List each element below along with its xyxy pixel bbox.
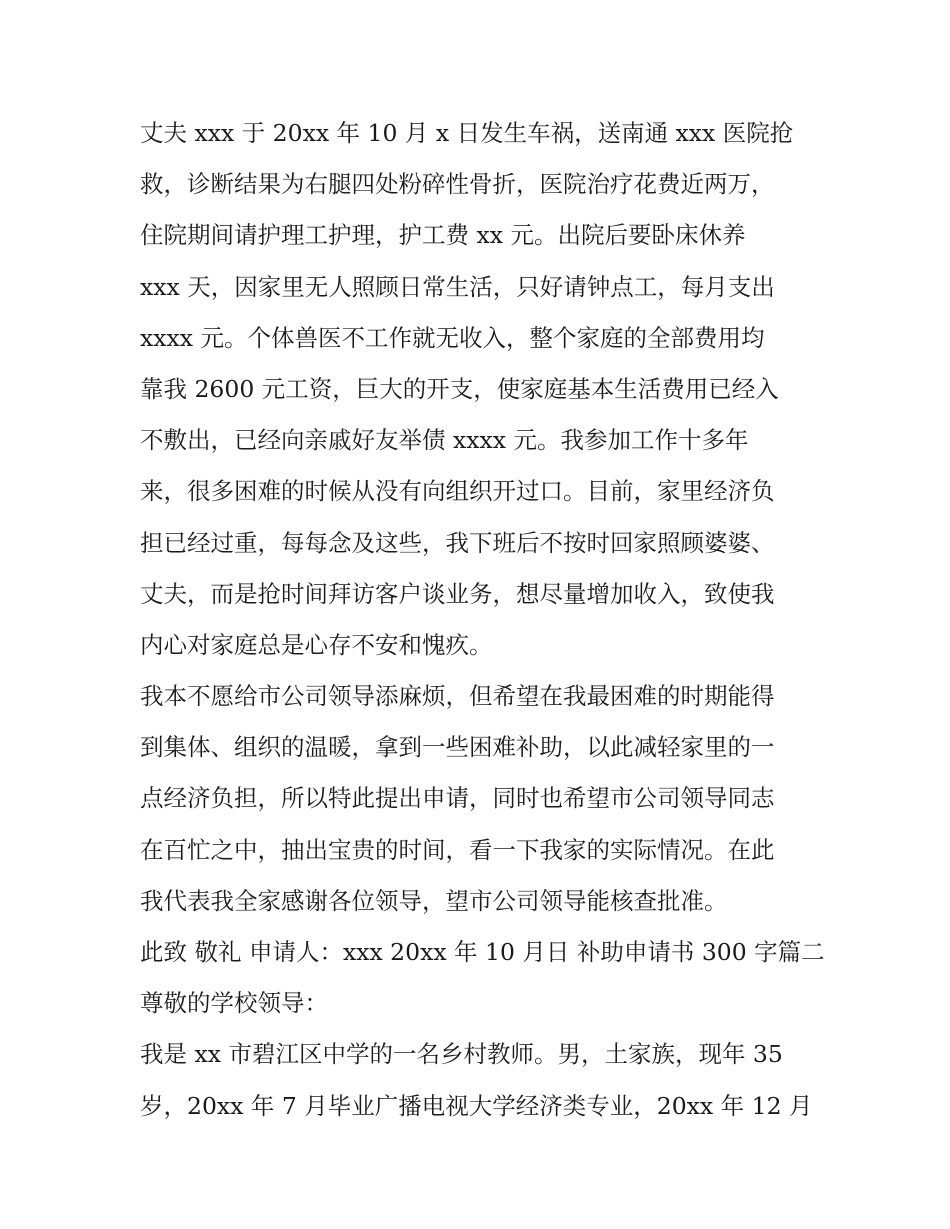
text-line: 内心对家庭总是心存不安和愧疚。 bbox=[140, 630, 493, 659]
text-line: 救，诊断结果为右腿四处粉碎性骨折，医院治疗花费近两万， bbox=[140, 170, 775, 199]
text-line: 住院期间请护理工护理，护工费 xx 元。出院后要卧床休养 bbox=[140, 221, 746, 250]
text-line: 我本不愿给市公司领导添麻烦，但希望在我最困难的时期能得 bbox=[140, 682, 775, 711]
text-line: 此致 敬礼 申请人：xxx 20xx 年 10 月日 补助申请书 300 字篇二 bbox=[140, 938, 825, 966]
text-line: 岁，20xx 年 7 月毕业广播电视大学经济类专业，20xx 年 12 月 bbox=[140, 1091, 813, 1120]
text-line: 尊敬的学校领导： bbox=[140, 989, 328, 1018]
text-line: 到集体、组织的温暖，拿到一些困难补助，以此减轻家里的一 bbox=[140, 733, 775, 762]
text-line: xxx 天，因家里无人照顾日常生活，只好请钟点工，每月支出 bbox=[140, 272, 775, 301]
text-line: 我是 xx 市碧江区中学的一名乡村教师。男，土家族，现年 35 bbox=[140, 1040, 783, 1069]
text-line: 在百忙之中，抽出宝贵的时间，看一下我家的实际情况。在此 bbox=[140, 835, 775, 864]
text-line: 担已经过重，每每念及这些，我下班后不按时回家照顾婆婆、 bbox=[140, 528, 775, 557]
text-line: 来，很多困难的时候从没有向组织开过口。目前，家里经济负 bbox=[140, 477, 775, 506]
text-line: 点经济负担，所以特此提出申请，同时也希望市公司领导同志 bbox=[140, 784, 775, 813]
text-line: 不敷出，已经向亲戚好友举债 xxxx 元。我参加工作十多年 bbox=[140, 426, 749, 455]
text-line: xxxx 元。个体兽医不工作就无收入，整个家庭的全部费用均 bbox=[140, 323, 765, 352]
text-line: 我代表我全家感谢各位领导，望市公司领导能核查批准。 bbox=[140, 886, 728, 915]
text-line: 丈夫，而是抢时间拜访客户谈业务，想尽量增加收入，致使我 bbox=[140, 579, 775, 608]
text-line: 靠我 2600 元工资，巨大的开支，使家庭基本生活费用已经入 bbox=[140, 374, 779, 403]
document-body bbox=[140, 108, 830, 1132]
text-line: 丈夫 xxx 于 20xx 年 10 月 x 日发生车祸，送南通 xxx 医院抢 bbox=[140, 119, 794, 147]
